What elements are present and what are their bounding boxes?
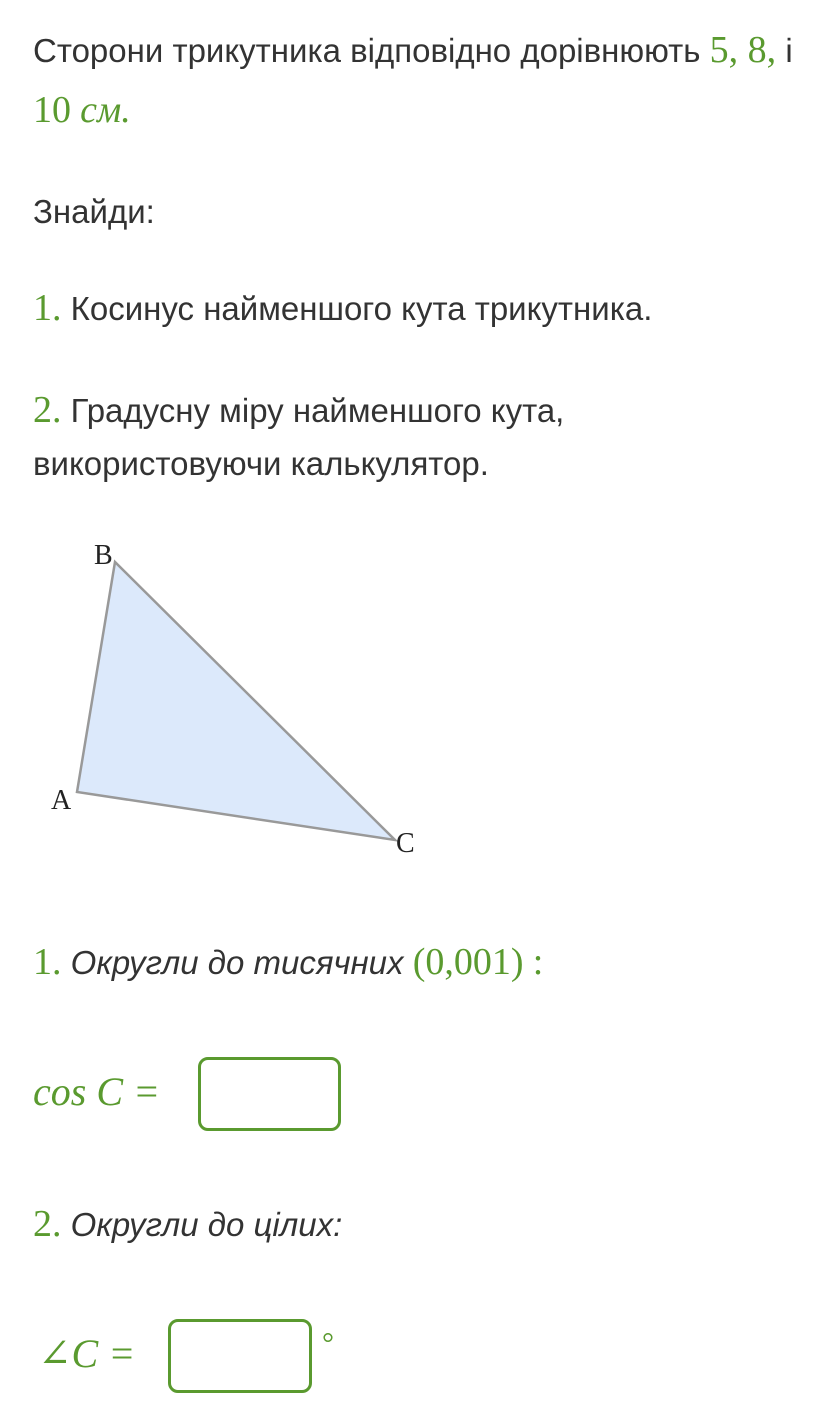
problem-side-3: 10 — [33, 89, 71, 131]
problem-sides: 5, 8, — [709, 29, 777, 71]
task-2-line-1 — [33, 384, 564, 437]
cos-c-input[interactable] — [201, 1060, 338, 1128]
problem-conjunction: і — [785, 32, 793, 69]
vertex-label-b: B — [94, 540, 113, 571]
problem-text: Сторони трикутника відповідно дорівнюють — [33, 32, 701, 69]
vertex-label-c: C — [396, 828, 415, 859]
task-1-text: Косинус найменшого кута трикутника. — [70, 290, 653, 327]
problem-line-2 — [33, 84, 131, 137]
answer-2-number: 2. — [33, 1203, 62, 1245]
angle-c-input[interactable] — [171, 1322, 309, 1390]
triangle-figure — [40, 530, 440, 870]
task-1 — [33, 282, 652, 335]
problem-unit: см. — [80, 89, 131, 131]
answer-2-instruction — [33, 1198, 342, 1251]
task-2-line-2: використовуючи калькулятор. — [33, 445, 489, 482]
answer-2-instruction-text: Округли до цілих: — [70, 1206, 343, 1243]
answer-1-precision: (0,001) — [412, 941, 524, 983]
task-1-number: 1. — [33, 287, 62, 329]
cos-c-expression: cos C = — [33, 1069, 160, 1114]
cos-c-answer-box[interactable] — [198, 1057, 341, 1131]
task-2-number: 2. — [33, 389, 62, 431]
triangle-shape — [77, 562, 395, 840]
vertex-label-a: A — [51, 785, 72, 816]
angle-c-answer-box[interactable] — [168, 1319, 312, 1393]
answer-1-colon: : — [532, 941, 544, 983]
find-label: Знайди: — [33, 193, 155, 230]
problem-line-1 — [33, 24, 793, 77]
answer-1-instruction-text: Округли до тисячних — [70, 944, 404, 981]
answer-1-instruction — [33, 936, 543, 989]
angle-c-expression: ∠C = — [38, 1331, 136, 1376]
degree-symbol: ° — [322, 1327, 334, 1360]
answer-1-number: 1. — [33, 941, 62, 983]
task-2-text-line-1: Градусну міру найменшого кута, — [70, 392, 565, 429]
